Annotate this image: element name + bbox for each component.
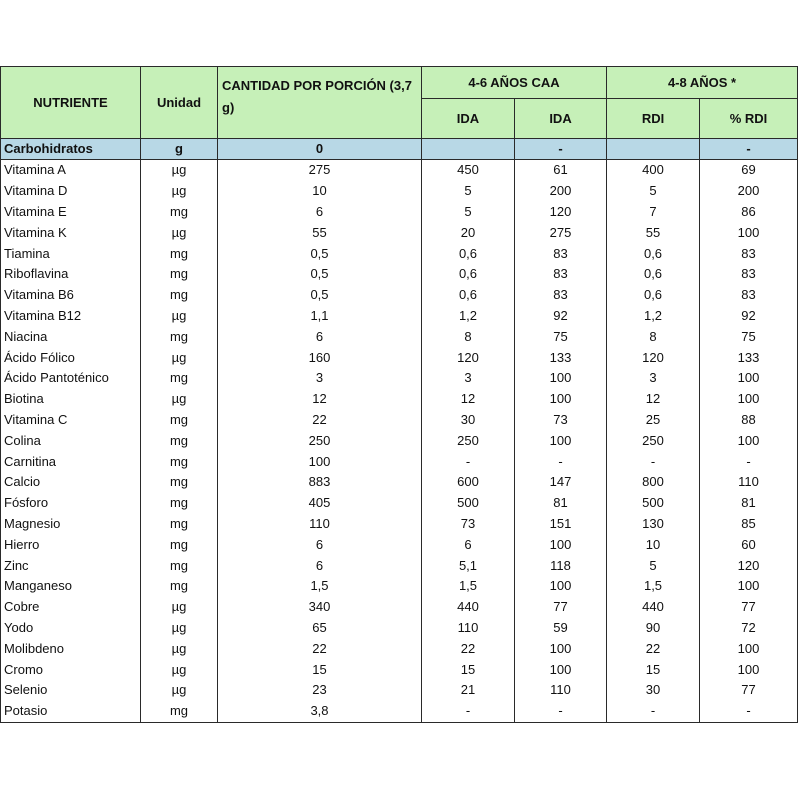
cell-ida: 100 bbox=[515, 576, 607, 597]
table-row bbox=[1, 638, 798, 659]
cell-unidad: mg bbox=[141, 285, 218, 306]
cell-cantidad: 6 bbox=[218, 534, 422, 555]
table-row bbox=[1, 701, 798, 722]
cell-nutriente: Biotina bbox=[1, 389, 141, 410]
cell-cantidad: 3,8 bbox=[218, 701, 422, 722]
table-row bbox=[1, 451, 798, 472]
table-row bbox=[1, 514, 798, 535]
cell-nutriente: Vitamina D bbox=[1, 181, 141, 202]
cell-unidad: µg bbox=[141, 618, 218, 639]
cell-cantidad: 3 bbox=[218, 368, 422, 389]
header-group-4-8: 4-8 AÑOS * bbox=[607, 67, 798, 99]
table-row bbox=[1, 181, 798, 202]
cell-ida: 77 bbox=[515, 597, 607, 618]
cell-ida-caa: 0,6 bbox=[422, 285, 515, 306]
cell-ida: 147 bbox=[515, 472, 607, 493]
cell-unidad: µg bbox=[141, 160, 218, 181]
cell-ida-caa: 6 bbox=[422, 534, 515, 555]
cell-ida: 110 bbox=[515, 680, 607, 701]
cell-pct-rdi: 200 bbox=[700, 181, 798, 202]
cell-rdi: 8 bbox=[607, 326, 700, 347]
cell-rdi: 15 bbox=[607, 659, 700, 680]
cell-rdi: 30 bbox=[607, 680, 700, 701]
nutrition-table bbox=[0, 66, 798, 723]
cell-ida: 81 bbox=[515, 493, 607, 514]
cell-nutriente: Cobre bbox=[1, 597, 141, 618]
cell-rdi: 55 bbox=[607, 222, 700, 243]
cell-unidad: mg bbox=[141, 243, 218, 264]
cell-cantidad: 65 bbox=[218, 618, 422, 639]
cell-nutriente: Yodo bbox=[1, 618, 141, 639]
cell-ida-caa: 120 bbox=[422, 347, 515, 368]
cell-pct-rdi: 85 bbox=[700, 514, 798, 535]
cell-ida: 200 bbox=[515, 181, 607, 202]
cell-ida: 133 bbox=[515, 347, 607, 368]
cell-unidad: µg bbox=[141, 597, 218, 618]
cell-rdi: - bbox=[607, 701, 700, 722]
subheader-pct-rdi: % RDI bbox=[700, 99, 798, 139]
subheader-ida-2: IDA bbox=[515, 99, 607, 139]
cell-unidad: mg bbox=[141, 555, 218, 576]
cell-rdi: 90 bbox=[607, 618, 700, 639]
cell-nutriente: Magnesio bbox=[1, 514, 141, 535]
cell-unidad: µg bbox=[141, 659, 218, 680]
cell-unidad: mg bbox=[141, 202, 218, 223]
header-nutriente: NUTRIENTE bbox=[1, 67, 141, 139]
cell-cantidad: 0,5 bbox=[218, 285, 422, 306]
cell-ida: 73 bbox=[515, 410, 607, 431]
cell-ida-caa: 20 bbox=[422, 222, 515, 243]
table-row bbox=[1, 534, 798, 555]
cell-nutriente: Selenio bbox=[1, 680, 141, 701]
cell-ida: 92 bbox=[515, 306, 607, 327]
cell-cantidad: 1,5 bbox=[218, 576, 422, 597]
cell-ida: 100 bbox=[515, 430, 607, 451]
cell-ida-caa: 5 bbox=[422, 202, 515, 223]
cell-ida-caa: 500 bbox=[422, 493, 515, 514]
cell-ida-caa: 3 bbox=[422, 368, 515, 389]
cell-cantidad: 110 bbox=[218, 514, 422, 535]
cell-cantidad: 6 bbox=[218, 555, 422, 576]
table-header bbox=[1, 67, 798, 139]
cell-nutriente: Riboflavina bbox=[1, 264, 141, 285]
table-row bbox=[1, 264, 798, 285]
cell-rdi: 10 bbox=[607, 534, 700, 555]
cell-nutriente: Manganeso bbox=[1, 576, 141, 597]
cell-cantidad: 55 bbox=[218, 222, 422, 243]
cell-pct-rdi: 75 bbox=[700, 326, 798, 347]
table-body bbox=[1, 139, 798, 723]
table-row bbox=[1, 576, 798, 597]
cell-ida-caa: 30 bbox=[422, 410, 515, 431]
cell-rdi: 120 bbox=[607, 347, 700, 368]
cell-ida: 100 bbox=[515, 368, 607, 389]
cell-unidad: mg bbox=[141, 701, 218, 722]
cell-cantidad: 0,5 bbox=[218, 243, 422, 264]
table-row bbox=[1, 326, 798, 347]
cell-unidad: mg bbox=[141, 430, 218, 451]
table-row bbox=[1, 202, 798, 223]
cell-nutriente: Hierro bbox=[1, 534, 141, 555]
cell-pct-rdi: - bbox=[700, 451, 798, 472]
table-row bbox=[1, 430, 798, 451]
cell-unidad: mg bbox=[141, 576, 218, 597]
cell-unidad: mg bbox=[141, 326, 218, 347]
cell-ida: 83 bbox=[515, 264, 607, 285]
cell-rdi: 440 bbox=[607, 597, 700, 618]
cell-pct-rdi: 69 bbox=[700, 160, 798, 181]
cell-cantidad: 6 bbox=[218, 202, 422, 223]
cell-nutriente: Vitamina E bbox=[1, 202, 141, 223]
cell-pct-rdi: 120 bbox=[700, 555, 798, 576]
table-row bbox=[1, 306, 798, 327]
cell-cantidad: 12 bbox=[218, 389, 422, 410]
cell-pct-rdi: 77 bbox=[700, 597, 798, 618]
cell-rdi: 0,6 bbox=[607, 264, 700, 285]
cell-rdi bbox=[607, 139, 700, 160]
cell-nutriente: Zinc bbox=[1, 555, 141, 576]
cell-ida-caa: 12 bbox=[422, 389, 515, 410]
subheader-ida-1: IDA bbox=[422, 99, 515, 139]
cell-ida-caa: 21 bbox=[422, 680, 515, 701]
header-group-4-6: 4-6 AÑOS CAA bbox=[422, 67, 607, 99]
table-row bbox=[1, 389, 798, 410]
table-row bbox=[1, 680, 798, 701]
cell-nutriente: Vitamina B12 bbox=[1, 306, 141, 327]
table-row bbox=[1, 243, 798, 264]
cell-cantidad: 250 bbox=[218, 430, 422, 451]
cell-cantidad: 23 bbox=[218, 680, 422, 701]
cell-nutriente: Ácido Fólico bbox=[1, 347, 141, 368]
cell-ida: 83 bbox=[515, 285, 607, 306]
cell-ida: - bbox=[515, 701, 607, 722]
cell-cantidad: 275 bbox=[218, 160, 422, 181]
cell-rdi: 1,2 bbox=[607, 306, 700, 327]
header-cantidad: CANTIDAD POR PORCIÓN (3,7 g) bbox=[218, 67, 422, 139]
cell-ida-caa: 0,6 bbox=[422, 243, 515, 264]
cell-unidad: mg bbox=[141, 451, 218, 472]
cell-pct-rdi: 100 bbox=[700, 638, 798, 659]
table-row bbox=[1, 618, 798, 639]
subheader-rdi: RDI bbox=[607, 99, 700, 139]
cell-cantidad: 340 bbox=[218, 597, 422, 618]
cell-pct-rdi: 81 bbox=[700, 493, 798, 514]
cell-rdi: 800 bbox=[607, 472, 700, 493]
cell-unidad: µg bbox=[141, 638, 218, 659]
cell-nutriente: Molibdeno bbox=[1, 638, 141, 659]
cell-unidad: g bbox=[141, 139, 218, 160]
table-row bbox=[1, 222, 798, 243]
cell-pct-rdi: 77 bbox=[700, 680, 798, 701]
cell-rdi: 5 bbox=[607, 181, 700, 202]
cell-nutriente: Tiamina bbox=[1, 243, 141, 264]
cell-nutriente: Vitamina B6 bbox=[1, 285, 141, 306]
cell-nutriente: Niacina bbox=[1, 326, 141, 347]
cell-ida-caa: 250 bbox=[422, 430, 515, 451]
cell-nutriente: Carnitina bbox=[1, 451, 141, 472]
cell-rdi: - bbox=[607, 451, 700, 472]
cell-nutriente: Carbohidratos bbox=[1, 139, 141, 160]
cell-nutriente: Potasio bbox=[1, 701, 141, 722]
cell-ida-caa: 73 bbox=[422, 514, 515, 535]
cell-rdi: 400 bbox=[607, 160, 700, 181]
cell-ida: 100 bbox=[515, 534, 607, 555]
cell-unidad: mg bbox=[141, 264, 218, 285]
cell-nutriente: Cromo bbox=[1, 659, 141, 680]
cell-rdi: 0,6 bbox=[607, 243, 700, 264]
cell-cantidad: 0,5 bbox=[218, 264, 422, 285]
cell-ida-caa: 110 bbox=[422, 618, 515, 639]
cell-ida-caa: 600 bbox=[422, 472, 515, 493]
cell-ida: 118 bbox=[515, 555, 607, 576]
cell-ida-caa: 0,6 bbox=[422, 264, 515, 285]
cell-pct-rdi: 100 bbox=[700, 430, 798, 451]
cell-ida-caa: 1,2 bbox=[422, 306, 515, 327]
cell-rdi: 5 bbox=[607, 555, 700, 576]
cell-ida: 100 bbox=[515, 389, 607, 410]
cell-pct-rdi: 60 bbox=[700, 534, 798, 555]
cell-rdi: 130 bbox=[607, 514, 700, 535]
cell-pct-rdi: 100 bbox=[700, 389, 798, 410]
cell-pct-rdi: 86 bbox=[700, 202, 798, 223]
cell-pct-rdi: 92 bbox=[700, 306, 798, 327]
table-row-carbohidratos bbox=[1, 139, 798, 160]
cell-unidad: mg bbox=[141, 368, 218, 389]
cell-ida-caa: 450 bbox=[422, 160, 515, 181]
header-unidad: Unidad bbox=[141, 67, 218, 139]
cell-unidad: mg bbox=[141, 514, 218, 535]
table-row bbox=[1, 160, 798, 181]
cell-ida: 61 bbox=[515, 160, 607, 181]
cell-unidad: mg bbox=[141, 410, 218, 431]
cell-ida-caa: 1,5 bbox=[422, 576, 515, 597]
cell-ida: 100 bbox=[515, 638, 607, 659]
cell-unidad: µg bbox=[141, 389, 218, 410]
cell-unidad: mg bbox=[141, 534, 218, 555]
cell-nutriente: Vitamina C bbox=[1, 410, 141, 431]
cell-ida: 151 bbox=[515, 514, 607, 535]
cell-pct-rdi: 100 bbox=[700, 576, 798, 597]
cell-cantidad: 883 bbox=[218, 472, 422, 493]
cell-pct-rdi: 83 bbox=[700, 264, 798, 285]
cell-ida-caa: - bbox=[422, 701, 515, 722]
cell-pct-rdi: 72 bbox=[700, 618, 798, 639]
table-row bbox=[1, 472, 798, 493]
cell-ida-caa: 22 bbox=[422, 638, 515, 659]
table-row bbox=[1, 285, 798, 306]
cell-nutriente: Fósforo bbox=[1, 493, 141, 514]
cell-ida-caa: - bbox=[422, 451, 515, 472]
cell-ida: 275 bbox=[515, 222, 607, 243]
table-row bbox=[1, 368, 798, 389]
cell-ida: 83 bbox=[515, 243, 607, 264]
cell-ida-caa: 5 bbox=[422, 181, 515, 202]
cell-ida: - bbox=[515, 139, 607, 160]
cell-pct-rdi: 133 bbox=[700, 347, 798, 368]
cell-pct-rdi: 100 bbox=[700, 222, 798, 243]
cell-cantidad: 6 bbox=[218, 326, 422, 347]
cell-unidad: µg bbox=[141, 222, 218, 243]
cell-nutriente: Vitamina A bbox=[1, 160, 141, 181]
cell-ida: 59 bbox=[515, 618, 607, 639]
nutrition-table-container bbox=[0, 66, 800, 723]
cell-rdi: 3 bbox=[607, 368, 700, 389]
cell-ida: - bbox=[515, 451, 607, 472]
cell-rdi: 12 bbox=[607, 389, 700, 410]
cell-pct-rdi: - bbox=[700, 701, 798, 722]
cell-ida-caa: 440 bbox=[422, 597, 515, 618]
cell-nutriente: Calcio bbox=[1, 472, 141, 493]
cell-ida-caa: 15 bbox=[422, 659, 515, 680]
table-row bbox=[1, 410, 798, 431]
cell-nutriente: Colina bbox=[1, 430, 141, 451]
cell-pct-rdi: 83 bbox=[700, 285, 798, 306]
cell-unidad: µg bbox=[141, 680, 218, 701]
cell-cantidad: 405 bbox=[218, 493, 422, 514]
cell-pct-rdi: 110 bbox=[700, 472, 798, 493]
cell-pct-rdi: 88 bbox=[700, 410, 798, 431]
cell-cantidad: 10 bbox=[218, 181, 422, 202]
cell-nutriente: Ácido Pantoténico bbox=[1, 368, 141, 389]
cell-cantidad: 100 bbox=[218, 451, 422, 472]
cell-rdi: 7 bbox=[607, 202, 700, 223]
table-row bbox=[1, 659, 798, 680]
cell-ida-caa bbox=[422, 139, 515, 160]
table-row bbox=[1, 597, 798, 618]
cell-pct-rdi: 83 bbox=[700, 243, 798, 264]
cell-ida: 120 bbox=[515, 202, 607, 223]
cell-unidad: mg bbox=[141, 472, 218, 493]
cell-rdi: 500 bbox=[607, 493, 700, 514]
cell-rdi: 25 bbox=[607, 410, 700, 431]
cell-unidad: µg bbox=[141, 306, 218, 327]
cell-ida: 75 bbox=[515, 326, 607, 347]
cell-cantidad: 1,1 bbox=[218, 306, 422, 327]
cell-cantidad: 22 bbox=[218, 638, 422, 659]
table-row bbox=[1, 493, 798, 514]
cell-cantidad: 15 bbox=[218, 659, 422, 680]
cell-pct-rdi: 100 bbox=[700, 659, 798, 680]
cell-unidad: µg bbox=[141, 347, 218, 368]
cell-rdi: 0,6 bbox=[607, 285, 700, 306]
cell-ida: 100 bbox=[515, 659, 607, 680]
cell-pct-rdi: - bbox=[700, 139, 798, 160]
cell-ida-caa: 8 bbox=[422, 326, 515, 347]
cell-unidad: mg bbox=[141, 493, 218, 514]
cell-unidad: µg bbox=[141, 181, 218, 202]
table-row bbox=[1, 555, 798, 576]
cell-rdi: 1,5 bbox=[607, 576, 700, 597]
cell-pct-rdi: 100 bbox=[700, 368, 798, 389]
cell-cantidad: 0 bbox=[218, 139, 422, 160]
cell-cantidad: 160 bbox=[218, 347, 422, 368]
cell-ida-caa: 5,1 bbox=[422, 555, 515, 576]
cell-nutriente: Vitamina K bbox=[1, 222, 141, 243]
table-row bbox=[1, 347, 798, 368]
cell-cantidad: 22 bbox=[218, 410, 422, 431]
cell-rdi: 250 bbox=[607, 430, 700, 451]
cell-rdi: 22 bbox=[607, 638, 700, 659]
